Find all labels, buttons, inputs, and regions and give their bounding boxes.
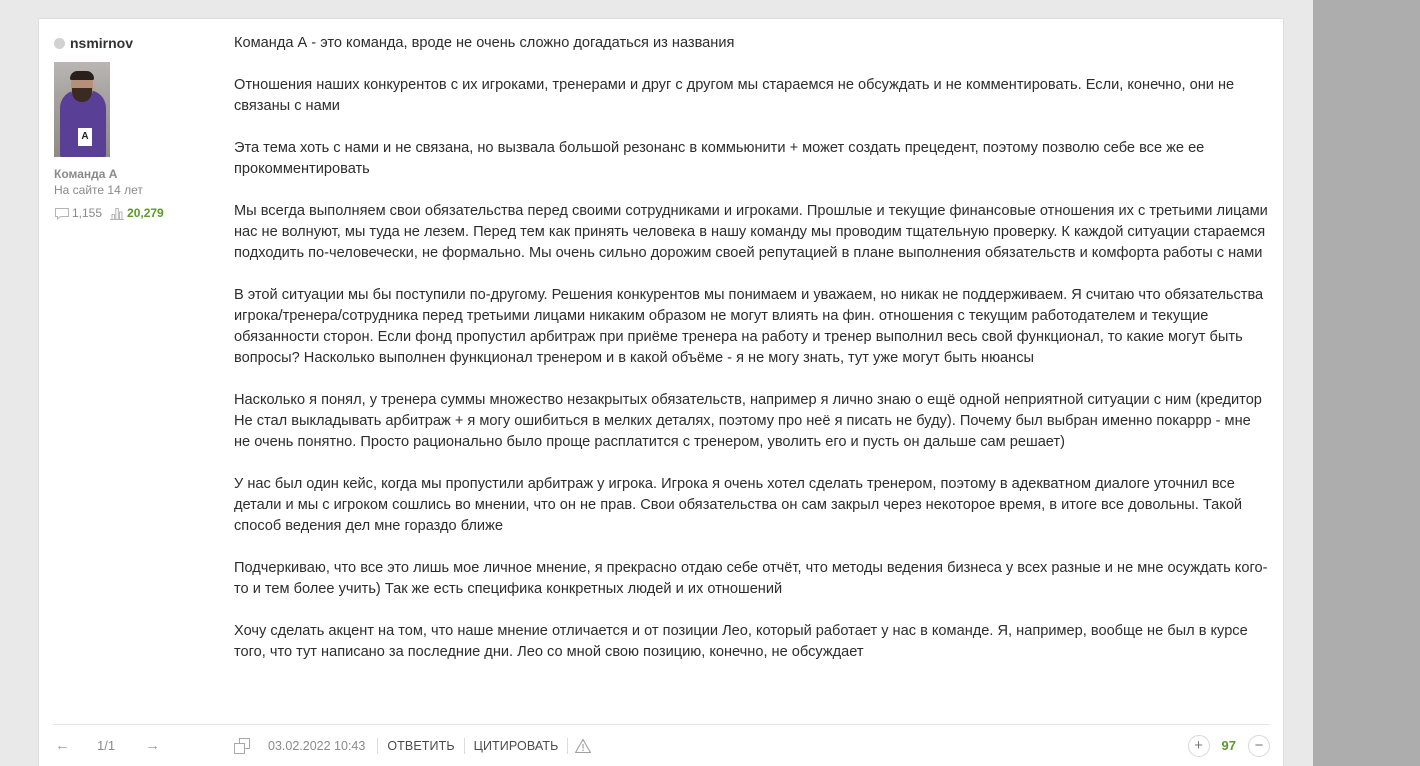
reply-button[interactable]: ОТВЕТИТЬ [387,738,455,753]
post-footer [53,724,1270,766]
post-paragraph: Эта тема хоть с нами и не связана, но вызвала большой резонанс в коммьюнити + может создать прецедент, поэтому позволю себе все же ее прокомментировать [234,140,1205,177]
vote-count: 97 [1221,738,1236,753]
divider [567,738,568,754]
page-count: 1/1 [97,738,116,753]
author-since: На сайте 14 лет [54,183,143,197]
post-content [234,33,1269,663]
prev-post-arrow-icon[interactable]: ← [55,736,70,754]
next-post-arrow-icon[interactable]: → [145,736,161,754]
author-role: Команда А [54,167,118,181]
window-edge [1313,0,1420,766]
post-paragraph: Хочу сделать акцент на том, что наше мнение отличается и от позиции Лео, который работает у нас в команде. Я, например, вообще не был в курсе того, что тут написано за последние дни. Лео со мной свою позицию, конечно, не обсуждает [234,623,1248,660]
avatar-hair [70,71,94,80]
quote-button[interactable]: ЦИТИРОВАТЬ [473,738,559,753]
upvote-button[interactable]: + [1188,735,1210,757]
author-comments-count: 1,155 [72,206,103,220]
post-paragraph: Команда А - это команда, вроде не очень сложно догадаться из названия [234,35,735,51]
author-panel [54,35,214,220]
copy-link-icon[interactable] [233,737,251,755]
author-rating: 20,279 [127,206,164,220]
offline-status-dot [54,38,65,49]
rating-icon [109,207,125,220]
pager [53,725,233,766]
post-paragraph: Подчеркиваю, что все это лишь мое личное мнение, я прекрасно отдаю себе отчёт, что методы ведения бизнеса у всех разные и не мне осуждать кого-то и тем более учить) Так же есть специфика конкретных людей и их отношений [234,560,1268,597]
forum-post [38,18,1284,766]
comments-icon [54,207,70,220]
vote-controls [1188,735,1270,757]
avatar[interactable] [54,62,110,157]
post-paragraph: У нас был один кейс, когда мы пропустили арбитраж у игрока. Игрока я очень хотел сделать тренером, поэтому в адекватном диалоге уточнил все детали и мы с игроком сошлись во мнении, что он не прав. Свои обязательства он сам закрыл через некоторое время, в итоге все довольны. Такой способ ведения дел мне гораздо ближе [234,476,1243,534]
post-paragraph: Отношения наших конкурентов с их игроками, тренерами и друг с другом мы стараемся не обсуждать и не комментировать. Если, конечно, они не связаны с нами [234,77,1235,114]
report-warning-icon[interactable] [574,738,592,754]
post-paragraph: Мы всегда выполняем свои обязательства перед своими сотрудниками и игроками. Прошлые и текущие финансовые отношения их с третьими лицами нас не волнуют, мы туда не лезем. Перед тем как принять человека в нашу команду мы проводим тщательную проверку. К каждой ситуации стараемся подходить по-человечески, не формально. Мы очень сильно дорожим своей репутацией в плане выполнения обязательств и комфорта работы с нами [234,203,1268,261]
author-stats [54,206,214,220]
author-name[interactable]: nsmirnov [70,35,134,51]
post-date: 03.02.2022 10:43 [268,738,366,753]
post-actions [233,725,592,766]
downvote-button[interactable]: − [1248,735,1270,757]
avatar-logo: A [78,128,92,146]
post-paragraph: Насколько я понял, у тренера суммы множество незакрытых обязательств, например я лично знаю о ещё одной неприятной ситуации с ним (кредитор Не стал выкладывать арбитраж + я могу ошибиться в мелких деталях, поэтому про неё я писать не буду). Почему был выбран именно покарpp - мне не очень понятно. Просто рационально было проще расплатится с тренером, уволить его и пусть он дальше сам решает) [234,392,1262,450]
post-paragraph: В этой ситуации мы бы поступили по-другому. Решения конкурентов мы понимаем и уважаем, но никак не поддерживаем. Я считаю что обязательства игрока/тренера/сотрудника перед третьими лицами никаким образом не могут влиять на фин. отношения с текущим работодателем и текущие обязанности сторон. Если фонд пропустил арбитраж при приёме тренера на работу и тренер выполнил весь свой функционал, то какие могут быть вопросы? Насколько выполнен функционал тренером и в какой объёме - я не могу знать, тут уже могут быть нюансы [234,287,1264,366]
author-name-row [54,35,214,51]
